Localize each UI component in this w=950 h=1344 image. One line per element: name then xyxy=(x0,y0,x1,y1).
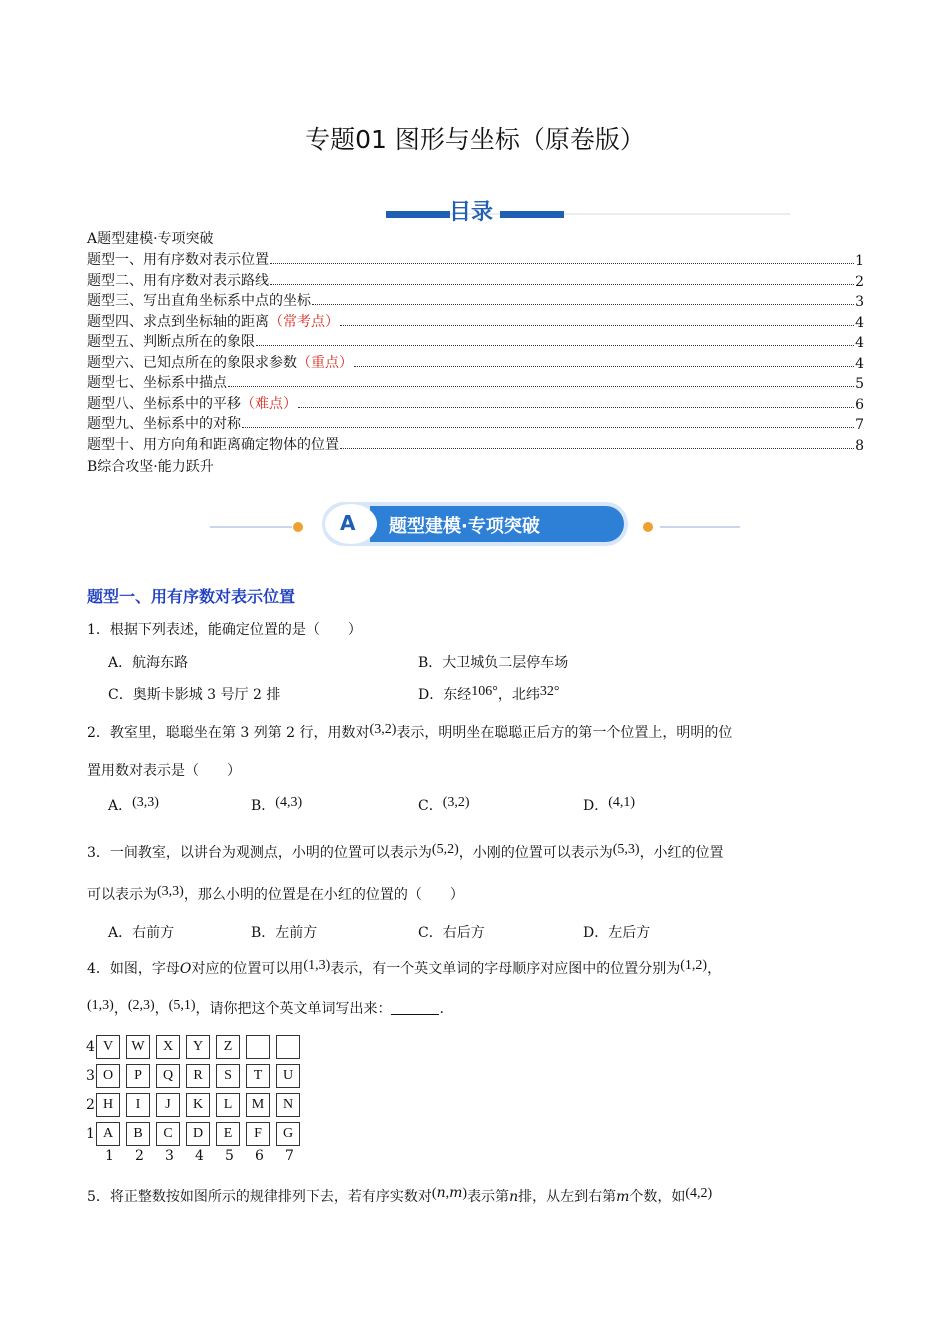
grid-column-label: 4 xyxy=(195,1148,204,1164)
grid-cell xyxy=(246,1035,270,1059)
question-2-stem-cont: 置用数对表示是（ ） xyxy=(87,763,241,779)
grid-column-label: 7 xyxy=(285,1148,294,1164)
grid-cell: B xyxy=(126,1122,150,1146)
q2-option-d[interactable]: D．(4,1) xyxy=(583,795,636,814)
question-1-stem: 1．根据下列表述，能确定位置的是（ ） xyxy=(87,622,362,638)
answer-blank[interactable] xyxy=(391,1001,439,1015)
toc-item[interactable]: 题型三、写出直角坐标系中点的坐标 3 xyxy=(87,293,864,310)
toc-item[interactable]: 题型八、坐标系中的平移 （难点） 6 xyxy=(87,396,864,413)
q2-option-b[interactable]: B．(4,3) xyxy=(251,795,303,814)
grid-cell: F xyxy=(246,1122,270,1146)
toc-item[interactable]: 题型六、已知点所在的象限求参数 （重点） 4 xyxy=(87,355,864,372)
grid-column-label: 5 xyxy=(225,1148,234,1164)
grid-cell: P xyxy=(126,1064,150,1088)
q2-option-c[interactable]: C．(3,2) xyxy=(418,795,470,814)
toc-item[interactable]: 题型十、用方向角和距离确定物体的位置 8 xyxy=(87,437,864,454)
toc-item[interactable]: 题型七、坐标系中描点 5 xyxy=(87,375,864,392)
grid-cell: Q xyxy=(156,1064,180,1088)
toc-part-a[interactable]: A题型建模·专项突破 xyxy=(87,231,214,247)
q1-option-c[interactable]: C．奥斯卡影城 3 号厅 2 排 xyxy=(108,687,281,703)
grid-cell: W xyxy=(126,1035,150,1059)
grid-cell: S xyxy=(216,1064,240,1088)
question-3-stem-cont: 可以表示为(3,3)，那么小明的位置是在小红的位置的（ ） xyxy=(87,884,464,903)
grid-cell xyxy=(276,1035,300,1059)
grid-row: 2 H I J K L M N xyxy=(86,1092,306,1118)
grid-cell: Z xyxy=(216,1035,240,1059)
grid-cell: Y xyxy=(186,1035,210,1059)
question-3-stem: 3．一间教室，以讲台为观测点，小明的位置可以表示为(5,2)，小刚的位置可以表示为(5,3)，小红的位置 xyxy=(87,842,724,861)
toc-item[interactable]: 题型二、用有序数对表示路线 2 xyxy=(87,273,864,290)
toc-leader xyxy=(228,386,854,387)
toc-leader xyxy=(242,427,854,428)
section-title: 题型一、用有序数对表示位置 xyxy=(87,587,296,606)
question-4-stem: 4．如图，字母O对应的位置可以用(1,3)表示，有一个英文单词的字母顺序对应图中的位置分别为(1,2)， xyxy=(87,958,722,977)
banner-letter: A xyxy=(340,511,356,535)
q2-option-a[interactable]: A．(3,3) xyxy=(108,795,159,814)
banner-text: 题型建模·专项突破 xyxy=(389,516,540,537)
toc-leader xyxy=(270,263,854,264)
grid-cell: A xyxy=(96,1122,120,1146)
grid-cell: X xyxy=(156,1035,180,1059)
grid-column-label: 2 xyxy=(135,1148,144,1164)
toc-leader xyxy=(354,366,854,367)
grid-cell: E xyxy=(216,1122,240,1146)
grid-column-label: 3 xyxy=(165,1148,174,1164)
q1-option-b[interactable]: B．大卫城负二层停车场 xyxy=(418,655,569,671)
grid-column-label: 1 xyxy=(105,1148,114,1164)
grid-cell: I xyxy=(126,1093,150,1117)
page-title: 专题01 图形与坐标（原卷版） xyxy=(305,125,645,154)
toc-leader xyxy=(270,284,854,285)
q1-option-d[interactable]: D．东经106°，北纬32° xyxy=(418,684,560,703)
toc-leader xyxy=(256,345,854,346)
toc-item[interactable]: 题型五、判断点所在的象限 4 xyxy=(87,334,864,351)
grid-cell: H xyxy=(96,1093,120,1117)
question-5-stem: 5．将正整数按如图所示的规律排列下去，若有序实数对(n,m)表示第n排，从左到右第m个数，如(4,2) xyxy=(87,1185,713,1205)
q3-option-b[interactable]: B．左前方 xyxy=(251,925,318,941)
grid-cell: J xyxy=(156,1093,180,1117)
grid-cell: M xyxy=(246,1093,270,1117)
toc-leader xyxy=(340,448,854,449)
grid-cell: O xyxy=(96,1064,120,1088)
grid-cell: U xyxy=(276,1064,300,1088)
toc-item[interactable]: 题型一、用有序数对表示位置 1 xyxy=(87,252,864,269)
q1-option-a[interactable]: A．航海东路 xyxy=(108,655,189,671)
q3-option-c[interactable]: C．右后方 xyxy=(418,925,485,941)
grid-cell: C xyxy=(156,1122,180,1146)
q3-option-a[interactable]: A．右前方 xyxy=(108,925,175,941)
grid-cell: V xyxy=(96,1035,120,1059)
toc-item[interactable]: 题型九、坐标系中的对称 7 xyxy=(87,416,864,433)
grid-cell: D xyxy=(186,1122,210,1146)
grid-cell: K xyxy=(186,1093,210,1117)
grid-cell: N xyxy=(276,1093,300,1117)
grid-row: 4 V W X Y Z xyxy=(86,1034,306,1060)
toc-item[interactable]: 题型四、求点到坐标轴的距离 （常考点） 4 xyxy=(87,314,864,331)
toc-header-decoration xyxy=(380,200,800,230)
toc-leader xyxy=(312,304,854,305)
grid-cell: T xyxy=(246,1064,270,1088)
question-2-stem: 2．教室里，聪聪坐在第 3 列第 2 行，用数对(3,2)表示，明明坐在聪聪正后方的第一个位置上，明明的位 xyxy=(87,722,733,741)
toc-leader xyxy=(298,407,854,408)
grid-cell: R xyxy=(186,1064,210,1088)
q3-option-d[interactable]: D．左后方 xyxy=(583,925,651,941)
question-4-stem-cont: (1,3)，(2,3)，(5,1)，请你把这个英文单词写出来： . xyxy=(87,998,444,1017)
grid-cell: L xyxy=(216,1093,240,1117)
toc-leader xyxy=(340,325,854,326)
grid-column-label: 6 xyxy=(255,1148,264,1164)
toc-part-b[interactable]: B综合攻坚·能力跃升 xyxy=(87,459,214,475)
toc-label: 目录 xyxy=(449,200,494,225)
grid-row: 1 A B C D E F G xyxy=(86,1121,306,1147)
grid-row: 3 O P Q R S T U xyxy=(86,1063,306,1089)
grid-cell: G xyxy=(276,1122,300,1146)
